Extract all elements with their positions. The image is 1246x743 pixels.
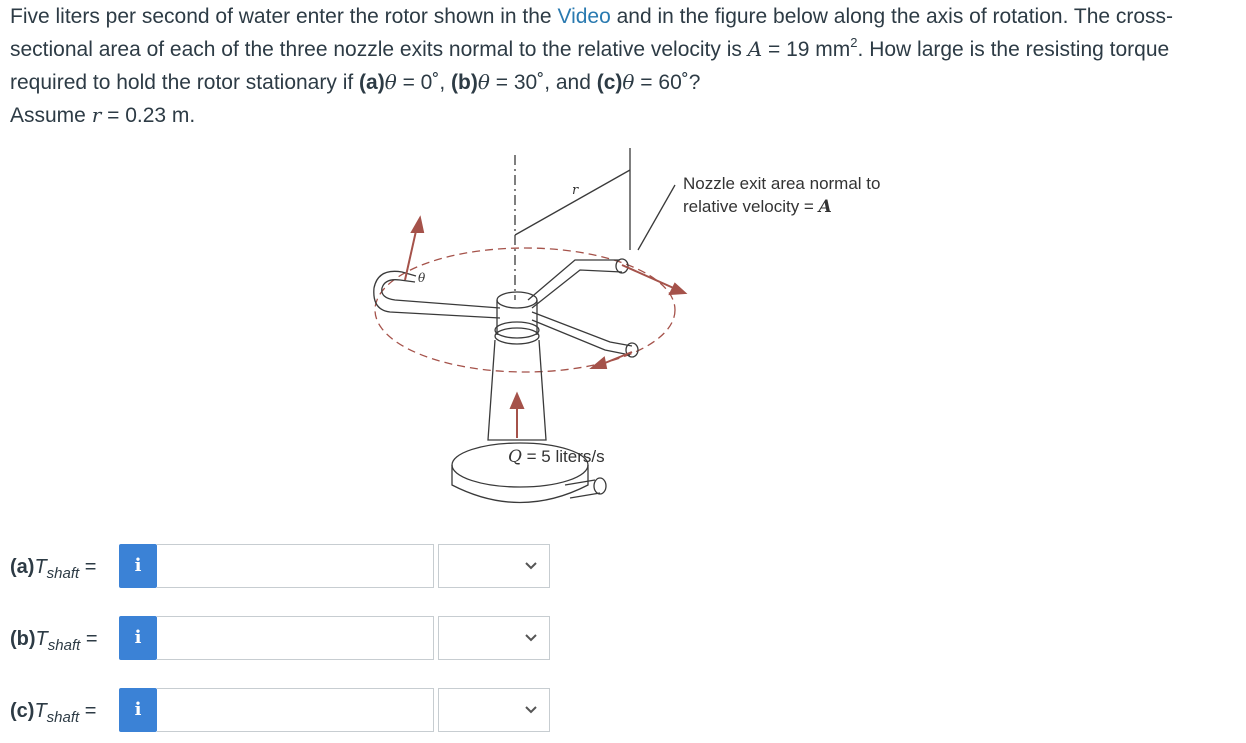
- question-intro: Five liters per second of water enter the rotor shown in the: [10, 5, 558, 28]
- nozzle-leader: [638, 185, 675, 250]
- rotor-figure: [360, 140, 920, 530]
- r-variable: r: [91, 103, 102, 127]
- info-icon[interactable]: i: [119, 688, 157, 732]
- answer-row-a: [10, 542, 570, 592]
- hub-top: [497, 292, 537, 308]
- chevron-down-icon: [523, 558, 539, 574]
- assume-text: Assume: [10, 104, 92, 127]
- area-value: = 19 mm: [762, 38, 851, 61]
- arm-left: [382, 280, 500, 308]
- answer-label-b: $(b)T_{shaft}$ =: [10, 628, 98, 654]
- answer-label-a: $(a)T_{shaft}$ =: [10, 556, 97, 582]
- theta-a-value: = 0˚,: [396, 71, 452, 94]
- chevron-down-icon: [523, 630, 539, 646]
- r-label: r: [572, 183, 579, 198]
- area-variable: A: [747, 37, 763, 61]
- unit-select-b[interactable]: [438, 616, 550, 660]
- video-link[interactable]: Video: [557, 5, 611, 28]
- theta-symbol: θ: [477, 70, 490, 94]
- info-icon[interactable]: i: [119, 616, 157, 660]
- nozzle-label-line2: relative velocity = A: [683, 197, 832, 217]
- question-torque: . How large is the resisting torque required to hold the rotor stationary if: [10, 38, 1170, 94]
- part-a-label: (a): [359, 71, 385, 94]
- unit-select-c[interactable]: [438, 688, 550, 732]
- base-body: [452, 465, 588, 503]
- chevron-down-icon: [523, 702, 539, 718]
- theta-label: θ: [418, 271, 426, 285]
- part-c-label: (c): [596, 71, 623, 94]
- r-dimension-line: [515, 170, 630, 235]
- theta-c-value: = 60˚?: [634, 71, 701, 94]
- arm-back: [528, 260, 620, 300]
- info-icon[interactable]: i: [119, 544, 157, 588]
- flow-rate-label: Q = 5 liters/s: [508, 447, 605, 467]
- answer-row-b: [10, 614, 570, 664]
- theta-symbol: θ: [384, 70, 397, 94]
- unit-select-a[interactable]: [438, 544, 550, 588]
- rotor-diagram: [360, 140, 920, 530]
- answer-label-c: $(c)T_{shaft}$ =: [10, 700, 97, 726]
- question-body: and in the figure below along the axis of rotation. The cross-sectional area of each of the three nozzle exits normal to the relative velocity is: [10, 5, 1174, 61]
- theta-symbol: θ: [622, 70, 635, 94]
- nozzle-label-line1: Nozzle exit area normal to: [683, 174, 881, 193]
- question-text: [10, 0, 1240, 132]
- answer-input-b[interactable]: [157, 616, 434, 660]
- part-b-label: (b): [451, 71, 478, 94]
- arm-front: [532, 320, 630, 355]
- answer-row-c: [10, 686, 570, 736]
- jet-arrow-back: [622, 265, 678, 290]
- answer-input-a[interactable]: [157, 544, 434, 588]
- theta-b-value: = 30˚, and: [489, 71, 597, 94]
- r-value: = 0.23 m.: [101, 104, 196, 127]
- answer-input-c[interactable]: [157, 688, 434, 732]
- area-exponent: 2: [850, 35, 858, 50]
